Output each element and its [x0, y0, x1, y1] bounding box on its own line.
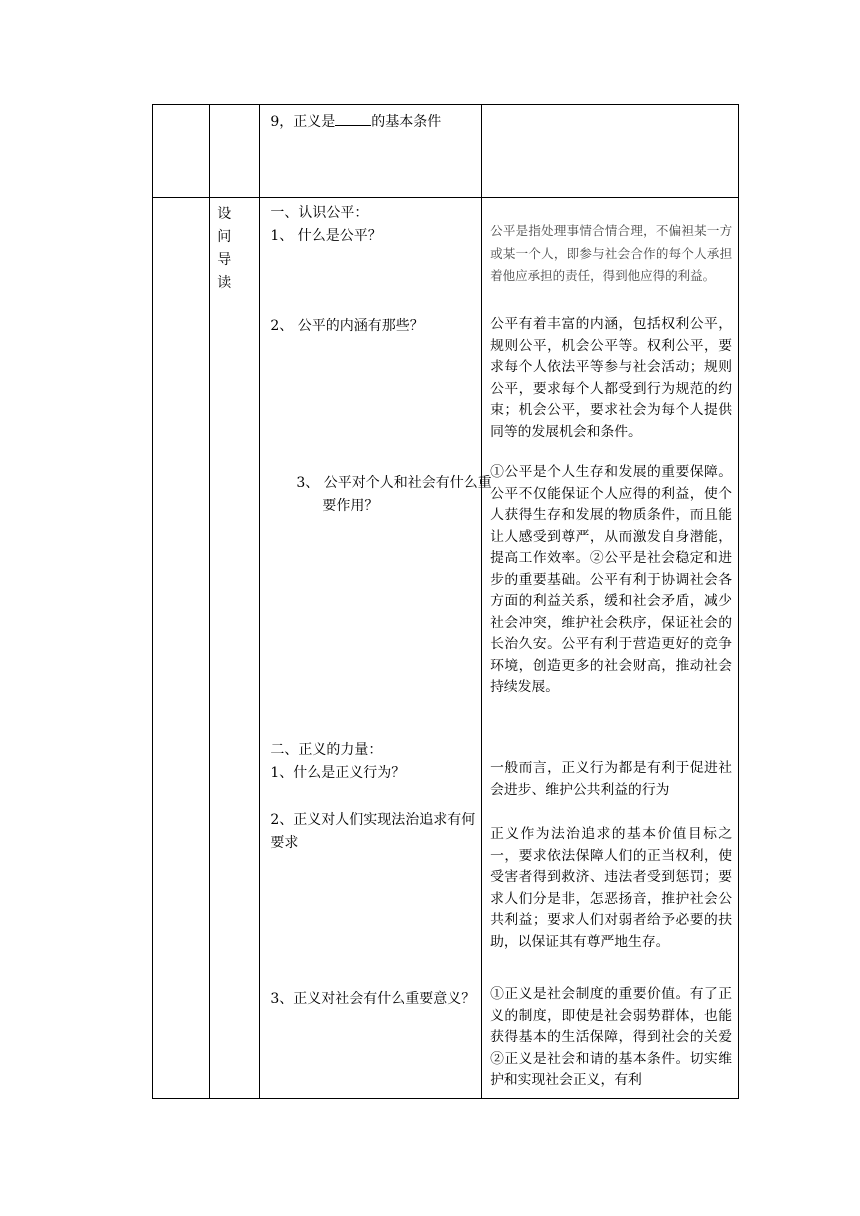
label-char: 设: [217, 206, 232, 222]
table-row: [153, 105, 739, 198]
label-char: 问: [217, 229, 232, 245]
label-char: 导: [217, 252, 232, 268]
empty-cell: [153, 105, 210, 198]
question-9: [260, 105, 481, 131]
empty-cell: [210, 105, 260, 198]
empty-cell: [153, 198, 210, 1099]
questions-cell: [260, 198, 492, 1099]
answer-2: 公平有着丰富的内涵，包括权利公平，规则公平，机会公平等。权利公平，要求每个人依法平等参与社会活动；规则公平，要求每个人都受到行为规范的约束；机会公平，要求社会为每个人提供同等的发展机会和条件。: [490, 316, 733, 440]
table-row: [153, 198, 739, 1099]
answer-cell: [482, 105, 739, 198]
lesson-table: [152, 104, 739, 1099]
question-6: 3、正义对社会有什么重要意义？: [270, 991, 476, 1007]
question-4: 1、什么是正义行为？: [270, 765, 406, 781]
answers-cell: [482, 198, 739, 1099]
section-2-title: 二、正义的力量：: [270, 742, 383, 758]
question-2: 2、 公平的内涵有那些？: [270, 318, 424, 334]
question-cell: [260, 105, 482, 198]
question-3: 3、 公平对个人和社会有什么重要作用？: [296, 475, 492, 514]
vertical-label: [210, 198, 259, 295]
answer-4: 一般而言，正义行为都是有利于促进社会进步、维护公共利益的行为: [490, 760, 733, 798]
question-9-suffix: 的基本条件: [371, 114, 442, 130]
question-5: 2、正义对人们实现法治追求有何要求: [270, 812, 476, 851]
label-char: 读: [217, 275, 232, 291]
answer-3: ①公平是个人生存和发展的重要保障。公平不仅能保证个人应得的利益，使个人获得生存和发展的物质条件，而且能让人感受到尊严，从而激发自身潜能，提高工作效率。②公平是社会稳定和进步的重要基础。公平有利于协调社会各方面的利益关系，缓和社会矛盾，减少社会冲突，维护社会秩序，保证社会的长治久安。公平有利于营造更好的竞争环境，创造更多的社会财高，推动社会持续发展。: [490, 464, 733, 695]
fill-blank: [335, 111, 371, 126]
question-1: 1、 什么是公平？: [270, 228, 382, 244]
answer-1: 公平是指处理事情合情合理，不偏袒某一方或某一个人，即参与社会合作的每个人承担着他应承担的责任，得到他应得的利益。: [490, 223, 733, 283]
section-1-title: 一、认识公平：: [270, 205, 369, 221]
answer-6: ①正义是社会制度的重要价值。有了正义的制度，即使是社会弱势群体，也能获得基本的生活保障，得到社会的关爱②正义是社会和请的基本条件。切实维护和实现社会正义，有利: [490, 986, 733, 1088]
label-cell: [210, 198, 260, 1099]
answer-5: 正义作为法治追求的基本价值目标之一，要求依法保障人们的正当权利，使受害者得到救济、违法者受到惩罚；要求人们分是非，怎恶扬音，推护社会公共利益；要求人们对弱者给予必要的扶助，以保证其有尊严地生存。: [490, 826, 733, 950]
question-9-prefix: 9，正义是: [270, 114, 336, 130]
